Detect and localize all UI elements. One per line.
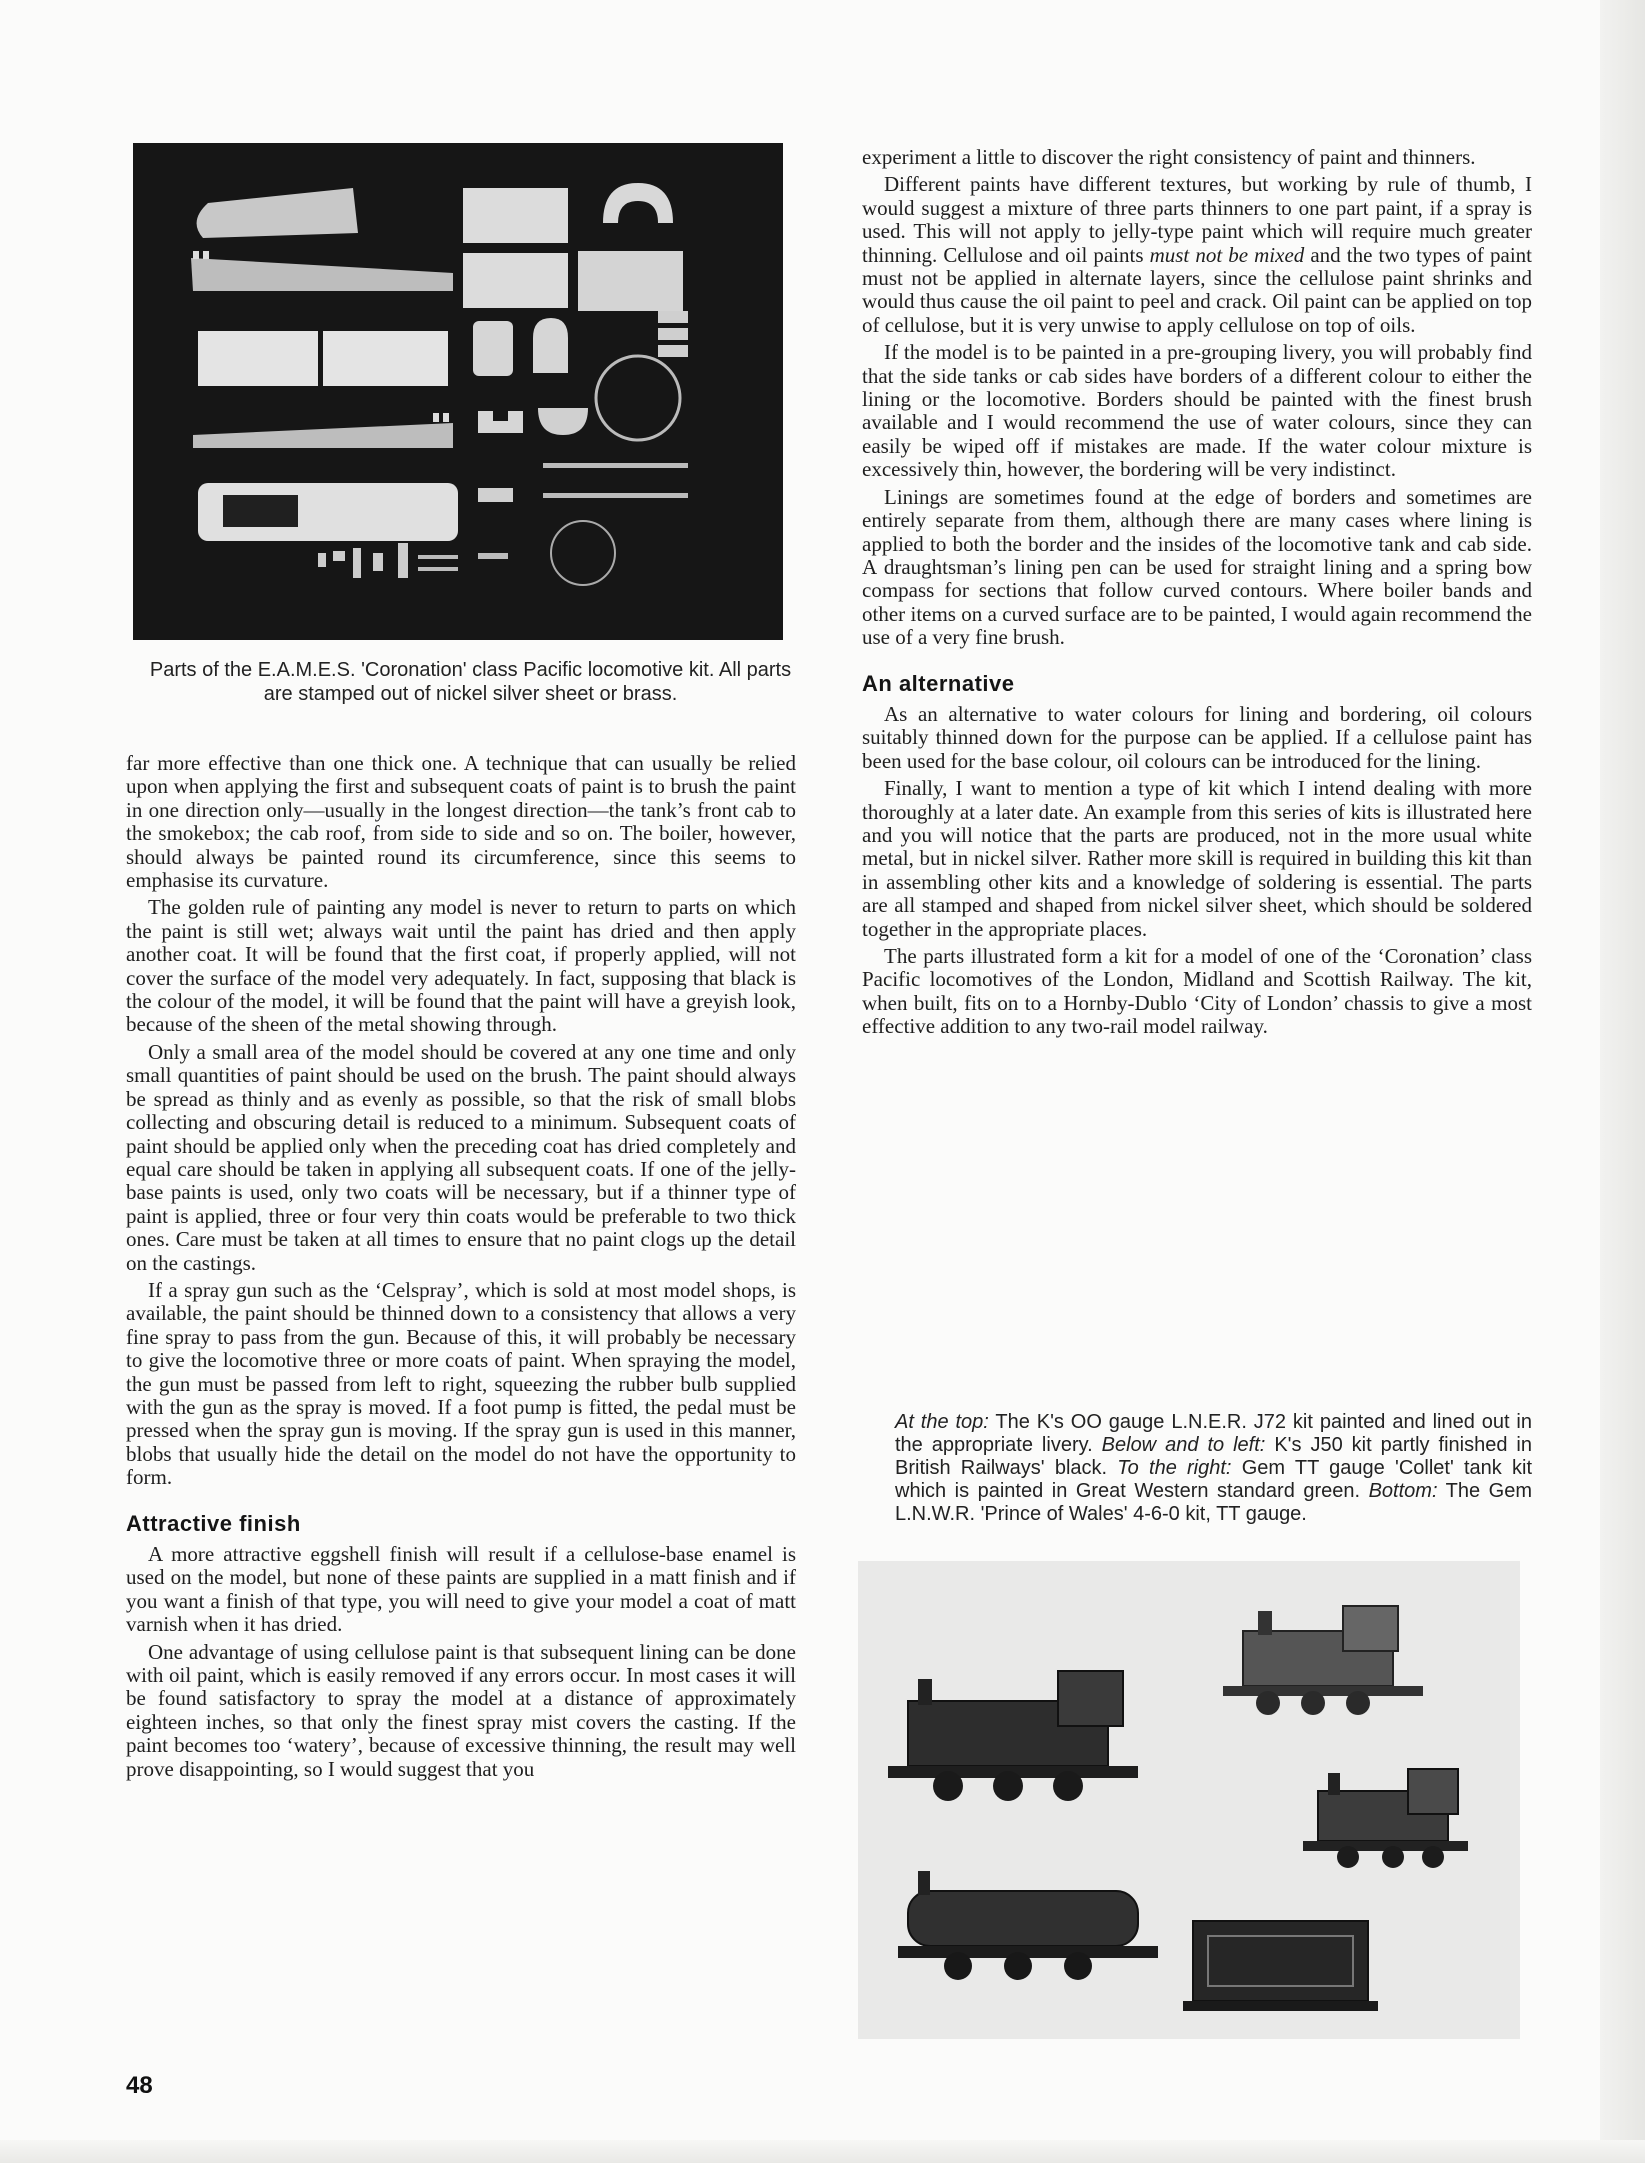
kit-parts-illustration <box>133 143 783 640</box>
emphasis-text: must not be mixed <box>1149 242 1305 267</box>
page-bottom-edge <box>0 2140 1645 2163</box>
paragraph: If a spray gun such as the ‘Celspray’, which is sold at most model shops, is available, the paint should be thinned down to a consistency that allows a very fine spray to pass from the gun. Because of this, it will probably be necessary to give the locomotive three or more coats of paint. When spraying the model, the gun must be passed from left to right, squeezing the rubber bulb supplied with the gun as the spray is moved. If a foot pump is fitted, the pedal must be pressed when the spray gun is moving. If the spray gun is used in this manner, blobs that usually hide the detail on the model do not have the opportunity to form. <box>126 1277 796 1490</box>
right-text-column <box>862 146 1532 1043</box>
caption-emphasis: At the top: <box>895 1411 989 1433</box>
plate-part <box>578 251 683 311</box>
text-run: and the two types of paint must not be applied in alternate layers, since the cellulose paint shrinks and would thus cause the oil paint to peel and crack. Oil paint can be applied on top of cellulose, but it is very unwise to apply cellulose on top of oils. <box>862 242 1532 337</box>
page-number: 48 <box>126 2072 153 2099</box>
top-figure-caption: Parts of the E.A.M.E.S. 'Coronation' class Pacific locomotive kit. All parts are stamped out of nickel silver sheet or brass. <box>149 659 792 705</box>
caption-emphasis: Bottom: <box>1368 1480 1438 1502</box>
paragraph: Only a small area of the model should be covered at any one time and only small quantities of paint should be used on the brush. The paint should always be spread as thinly and as evenly as possible, so that the risk of small blobs collecting and obscuring detail is reduced to a minimum. Subsequent coats of paint should be applied only when the preceding coat has dried completely and equal care should be taken in applying all subsequent coats. If one of the jelly-base paints is used, only two coats will be necessary, but if a thinner type of paint is applied, three or four very thin coats would be preferable to two thick ones. Care must be taken at all times to ensure that no paint clogs up the detail on the castings. <box>126 1039 796 1275</box>
caption-text: The K's OO gauge L.N.E.R. J72 kit painted and lined out in the appropriate livery. <box>895 1411 1533 1456</box>
bottom-figure-caption <box>895 1411 1532 1526</box>
paragraph <box>862 173 1532 337</box>
paragraph: One advantage of using cellulose paint is that subsequent lining can be done with oil paint, which is easily removed if any errors occur. In most cases it will be found satisfactory to spray the model at a distance of approximately eighteen inches, so that only the finest spray mist covers the casting. If the paint becomes too ‘watery’, because of excessive thinning, the result may well prove disappointing, so I would suggest that you <box>126 1639 796 1781</box>
paragraph: Finally, I want to mention a type of kit which I intend dealing with more thoroughly at a later date. An example from this series of kits is illustrated here and you will notice that the parts are produced, not in the more usual white metal, but in nickel silver. Rather more skill is required in building this kit than in assembling other kits and a knowledge of soldering is essential. The parts are all stamped and shaped from nickel silver sheet, which should be soldered together in the appropriate places. <box>862 776 1532 941</box>
caption-emphasis: To the right: <box>1117 1457 1232 1479</box>
tank-part <box>323 331 448 386</box>
paragraph: The parts illustrated form a kit for a model of one of the ‘Coronation’ class Pacific locomotives of the London, Midland and Scottish Railway. The kit, when built, fits on to a Hornby-Dublo ‘City of London’ chassis to give a most effective addition to any two-rail model railway. <box>862 944 1532 1039</box>
locomotive-models-illustration <box>858 1561 1520 2039</box>
caption-text: The Gem L.N.W.R. 'Prince of Wales' 4-6-0 kit, TT gauge. <box>895 1480 1532 1525</box>
left-text-column <box>126 752 796 1785</box>
paragraph: If the model is to be painted in a pre-grouping livery, you will probably find that the side tanks or cab sides have borders of a different colour to either the lining or the locomotive. Borders should be painted with the finest brush available and I would recommend the use of water colours, since they can easily be wiped off if mistakes are made. If the water colour mixture is excessively thin, however, the bordering will be very indistinct. <box>862 340 1532 482</box>
tank-part <box>198 331 318 386</box>
caption-text: Gem TT gauge 'Collet' tank kit which is painted in Great Western standard green. <box>895 1457 1533 1502</box>
paragraph: The golden rule of painting any model is never to return to parts on which the paint is still wet; always wait until the paint has dried and then apply another coat. It will be found that the first coat, if properly applied, will not cover the surface of the model very adequately. In fact, supposing that black is the colour of the model, it will be found that the paint will have a greyish look, because of the sheen of the metal showing through. <box>126 895 796 1037</box>
paragraph: A more attractive eggshell finish will result if a cellulose-base enamel is used on the model, but none of these paints are supplied in a matt finish and if you want a finish of that type, you will need to give your model a coat of matt varnish when it has dried. <box>126 1542 796 1637</box>
locomotive-kit-parts-photo <box>133 143 783 640</box>
text-run: Different paints have different textures, but working by rule of thumb, I would suggest a mixture of three parts thinners to one part paint, if a spray is used. This will not apply to jelly-type paint which will require much greater thinning. Cellulose and oil paints <box>862 172 1532 267</box>
plate-part <box>463 188 568 243</box>
page-edge-shadow <box>1600 0 1645 2163</box>
locomotive-models-photo <box>858 1561 1520 2039</box>
section-heading: An alternative <box>862 670 1015 696</box>
paragraph: Linings are sometimes found at the edge of borders and sometimes are entirely separate from them, although there are many cases where lining is applied to both the border and the insides of the locomotive tank and cab side. A draughtsman’s lining pen can be used for straight lining and a spring bow compass for sections that follow curved contours. Where boiler bands and other items on a curved surface are to be painted, I would again recommend the use of a very fine brush. <box>862 484 1532 650</box>
caption-text: K's J50 kit partly finished in British Railways' black. <box>895 1434 1532 1479</box>
paragraph: experiment a little to discover the right consistency of paint and thinners. <box>862 145 1476 169</box>
caption-emphasis: Below and to left: <box>1101 1434 1266 1456</box>
tender-model <box>1183 1921 1378 2011</box>
section-heading: Attractive finish <box>126 1510 301 1536</box>
plate-part <box>463 253 568 308</box>
paragraph: far more effective than one thick one. A technique that can usually be relied upon when applying the first and subsequent coats of paint is to brush the paint in one direction only—usually in the longest direction—the tank’s front cab to the smokebox; the cab roof, from side to side and so on. The boiler, however, should always be painted round its circumference, since this seems to emphasise its curvature. <box>126 751 796 893</box>
paragraph: As an alternative to water colours for lining and bordering, oil colours suitably thinned down for the purpose can be applied. If a cellulose paint has been used for the base colour, oil colours can be introduced for the lining. <box>862 701 1532 773</box>
